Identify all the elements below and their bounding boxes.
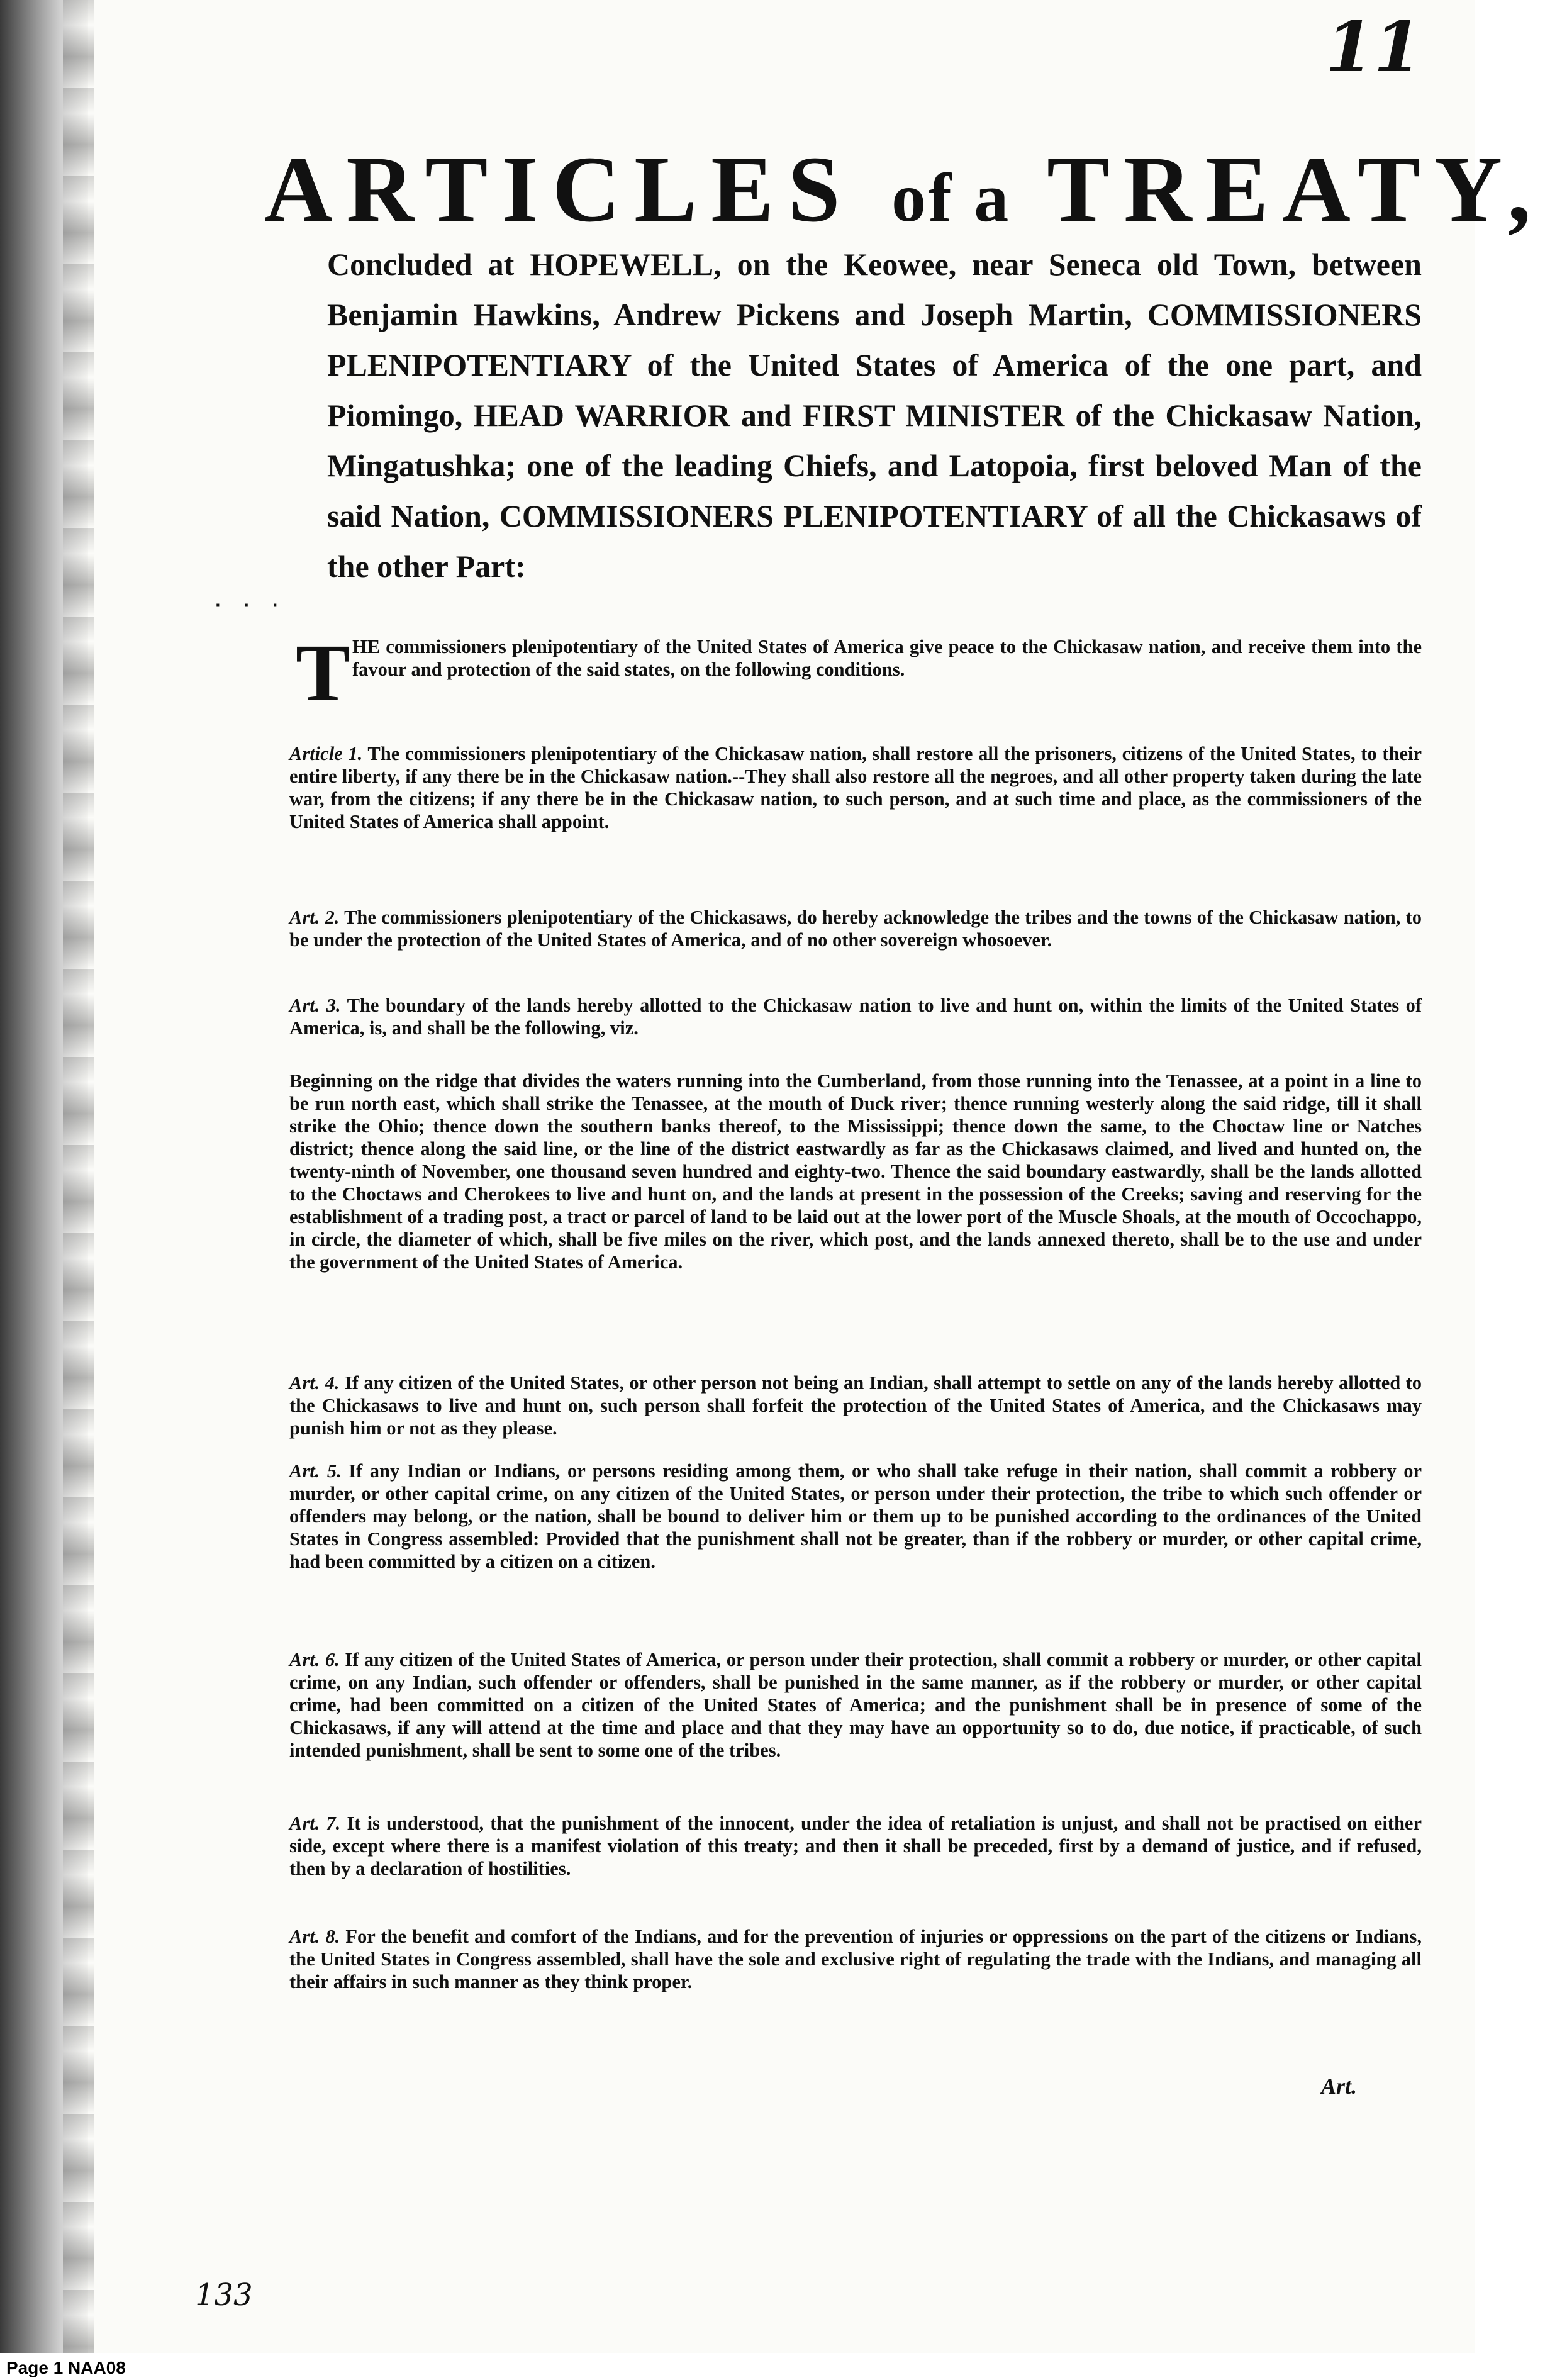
article-4 <box>289 1372 1422 1439</box>
article-text: The boundary of the lands hereby allotted to the Chickasaw nation to live and hunt on, within the limits of the United States of America, is, and shall be the following, viz. <box>289 995 1422 1039</box>
article-label: Art. 5. <box>289 1460 342 1482</box>
catchword: Art. <box>1321 2074 1358 2099</box>
article-text: If any Indian or Indians, or persons residing among them, or who shall take refuge in their nation, shall commit a robbery or murder, or other capital crime, on any citizen of the United States, or person under their protection, the tribe to which such offender or offenders may belong, or the nation, shall be bound to deliver him or them up to be punished according to the ordinances of the United States in Congress assembled: Provided that the punishment shall not be greater, than if the robbery or murder, or other capital crime, had been committed by a citizen on a citizen. <box>289 1460 1422 1572</box>
article-label: Art. 2. <box>289 907 340 928</box>
article-text: If any citizen of the United States, or other person not being an Indian, shall attempt to settle on any of the lands hereby allotted to the Chickasaws to live and hunt on, such person shall forfeit the protection of the United States of America, and the Chickasaws may punish him or not as they please. <box>289 1372 1422 1439</box>
article-text: It is understood, that the punishment of the innocent, under the idea of retaliation is unjust, and shall not be practised on either side, except where there is a manifest violation of this treaty; and then it shall be preceded, first by a demand of justice, and if refused, then by a declaration of hostilities. <box>289 1813 1422 1879</box>
torn-page-edge <box>0 0 88 2353</box>
article-label: Art. 7. <box>289 1813 341 1834</box>
boundary-paragraph <box>289 1070 1422 1273</box>
intro-paragraph: HE commissioners plenipotentiary of the United States of America give peace to the Chickasaw nation, and receive them into the favour and protection of the said states, on the following conditions. <box>352 636 1422 680</box>
folio-number: 133 <box>195 2277 253 2313</box>
document-title <box>264 135 1545 243</box>
article-text: Beginning on the ridge that divides the waters running into the Cumberland, from those running into the Tenassee, at a point in a line to be run north east, which shall strike the Tenassee, at the mouth of Duck river; thence running westerly along the said ridge, till it shall strike the Ohio; thence down the southern banks thereof, to the Mississippi; thence down the same, to the Choctaw line or Natches district; thence along the said line, or the line of the district eastwardly as far as the Chickasaws claimed, and lived and hunted on, the twenty-ninth of November, one thousand seven hundred and eighty-two. Thence the said boundary eastwardly, shall be the lands allotted to the Choctaws and Cherokees to live and hunt on, and the lands at present in the possession of the Creeks; saving and reserving for the establishment of a trading post, a tract or parcel of land to be laid out at the lower port of the Muscle Shoals, at the mouth of Occochappo, in circle, the diameter of which, shall be five miles on the river, which post, and the lands annexed thereto, shall be to the use and under the government of the United States of America. <box>289 1070 1422 1273</box>
title-treaty: TREATY, <box>1047 137 1545 242</box>
page-footer-label: Page 1 NAA08 <box>6 2358 126 2377</box>
page-number-mark: 11 <box>1325 6 1422 87</box>
article-label: Art. 4. <box>289 1372 340 1394</box>
article-label: Art. 6. <box>289 1649 340 1670</box>
article-2 <box>289 906 1422 951</box>
article-5 <box>289 1460 1422 1573</box>
article-7 <box>289 1812 1422 1880</box>
article-label: Art. 3. <box>289 995 341 1016</box>
article-label: Art. 8. <box>289 1926 340 1947</box>
article-8 <box>289 1925 1422 1993</box>
article-text: For the benefit and comfort of the Indians, and for the prevention of injuries or oppressions on the part of the citizens or Indians, the United States in Congress assembled, shall have the sole and exclusive right of regulating the trade with the Indians, and managing all their affairs in such manner as they think proper. <box>289 1926 1422 1992</box>
intro-dropcap: T <box>296 628 350 718</box>
article-text: The commissioners plenipotentiary of the Chickasaw nation, shall restore all the prisoners, citizens of the United States, to their entire liberty, if any there be in the Chickasaw nation.--They shall also restore all the negroes, and all other property taken during the late war, from the citizens; if any there be in the Chickasaw nation, to such person, and at such time and place, as the commissioners of the United States of America shall appoint. <box>289 743 1422 832</box>
article-label: Article 1. <box>289 743 363 764</box>
article-3 <box>289 994 1422 1039</box>
title-of-a: of a <box>891 159 1012 236</box>
treaty-preamble: Concluded at HOPEWELL, on the Keowee, near Seneca old Town, between Benjamin Hawkins, Andrew Pickens and Joseph Martin, COMMISSIONERS PLENIPOTENTIARY of the United States of America of the one part, and Piomingo, HEAD WARRIOR and FIRST MINISTER of the Chickasaw Nation, Mingatushka; one of the leading Chiefs, and Latopoia, first beloved Man of the said Nation, COMMISSIONERS PLENIPOTENTIARY of all the Chickasaws of the other Part: <box>327 247 1422 584</box>
title-articles: ARTICLES <box>264 137 854 242</box>
article-1 <box>289 742 1422 833</box>
margin-dots: · · · <box>214 591 286 620</box>
article-text: The commissioners plenipotentiary of the Chickasaws, do hereby acknowledge the tribes and the towns of the Chickasaw nation, to be under the protection of the United States of America, and of no other sovereign whosoever. <box>289 907 1422 951</box>
article-6 <box>289 1648 1422 1762</box>
article-text: If any citizen of the United States of America, or person under their protection, shall commit a robbery or murder, or other capital crime, on any Indian, such offender or offenders, shall be punished in the same manner, as if the robbery or murder, or other capital crime, had been committed on a citizen of the United States of America; and the punishment shall be in presence of some of the Chickasaws, if any will attend at the time and place and that they may have an opportunity so to do, due notice, if practicable, of such intended punishment, shall be sent to some one of the tribes. <box>289 1649 1422 1761</box>
